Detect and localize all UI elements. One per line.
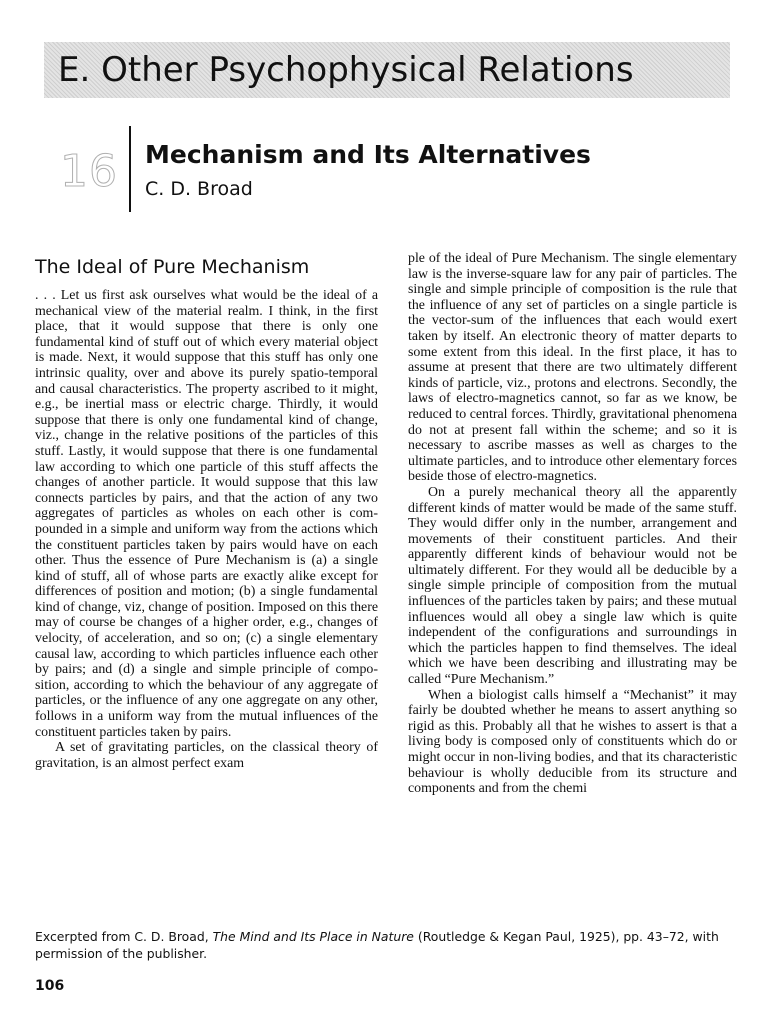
paragraph: ple of the ideal of Pure Mechanism. The single elementary law is the inverse-square law for any pair of particles. The single and simple principle of composition is the rule that the influence of any set of particles on a single particle is the vector-sum of the influences that each would exert taken by itself. An electronic theory of matter departs to some extent from this ideal. In the first place, it has to assume at present that there are two ultimately different kinds of particle, viz., protons and electrons. Secondly, the laws of electro-magnetics cannot, so far as we know, be reduced to central forces. Thirdly, gravitational phenomena do not at present fall within the scheme; and so it is necessary to ascribe masses as well as charges to the ultimate particles, and to introduce other elementary forces beside those of electro-magnetics.: [408, 251, 737, 485]
chapter-title: Mechanism and Its Alternatives: [145, 140, 591, 169]
chapter-number: 16: [60, 146, 118, 197]
paragraph: A set of gravitating particles, on the classical theory of gravitation, is an almost perfect exam: [35, 740, 378, 771]
credit-note: [35, 928, 735, 962]
right-column: [408, 251, 737, 797]
section-title: E. Other Psychophysical Relations: [58, 50, 634, 90]
credit-suffix: (Routledge & Kegan Paul, 1925), pp. 43–72, with permission of the publisher.: [35, 929, 719, 961]
paragraph: When a biologist calls himself a “Mechanist” it may fairly be doubted whether he means to assert anything so rigid as this. Probably all that he wishes to assert is that a living body is composed only of constituents which do or might occur in non-living bodies, and that its characteristic behaviour is wholly deducible from its structure and components and from the chemi: [408, 687, 737, 797]
paragraph: . . . Let us first ask ourselves what would be the ideal of a mechanical view of the material realm. I think, in the first place, that it would suppose that there is only one fundamental kind of stuff out of which every material object is made. Next, it would suppose that this stuff has only one intrinsic quality, over and above its purely spatio-temporal and causal characteristics. The property ascribed to it might, e.g., be inertial mass or electric charge. Thirdly, it would suppose that there is only one fundamental kind of change, viz., change in the relative positions of the particles of this stuff. Lastly, it would suppose that there is one fundamental law according to which one particle of this stuff affects the changes of another particle. It would suppose that this law connects particles by pairs, and that the action of any two aggregates of particles as wholes on each other is compounded in a simple and uniform way from the actions which the constituent particles taken by pairs would have on each other. Thus the essence of Pure Mechanism is (a) a single kind of stuff, all of whose parts are exactly alike except for differences of position and motion; (b) a single fundamental kind of change, viz, change of position. Imposed on this there may of course be changes of a higher order, e.g., changes of velocity, of acceleration, and so on; (c) a single elementary causal law, according to which particles influence each other by pairs; and (d) a single and simple principle of composition, according to which the behaviour of any aggregate of particles, or the influence of any one aggregate on any other, follows in a uniform way from the mutual influences of the constituent particles taken by pairs.: [35, 288, 378, 740]
chapter-divider: [129, 126, 131, 212]
credit-book-title: The Mind and Its Place in Nature: [212, 929, 414, 944]
credit-prefix: Excerpted from C. D. Broad,: [35, 929, 213, 944]
page-number: 106: [35, 978, 65, 994]
left-column: [35, 288, 378, 771]
chapter-author: C. D. Broad: [145, 178, 253, 200]
article-heading: The Ideal of Pure Mechanism: [35, 256, 310, 278]
paragraph: On a purely mechanical theory all the apparently different kinds of matter would be made of the same stuff. They would differ only in the number, arrangement and movements of their constituent particles. And their apparently different kinds of behaviour would not be ultimately different. For they would all be deducible by a single simple principle of composition from the mutual influences of the particles taken by pairs; and these mutual influences would all obey a single law which is quite independent of the configurations and surroundings in which the particles happen to find themselves. The ideal which we have been describing and illustrating may be called “Pure Mechanism.”: [408, 484, 737, 688]
